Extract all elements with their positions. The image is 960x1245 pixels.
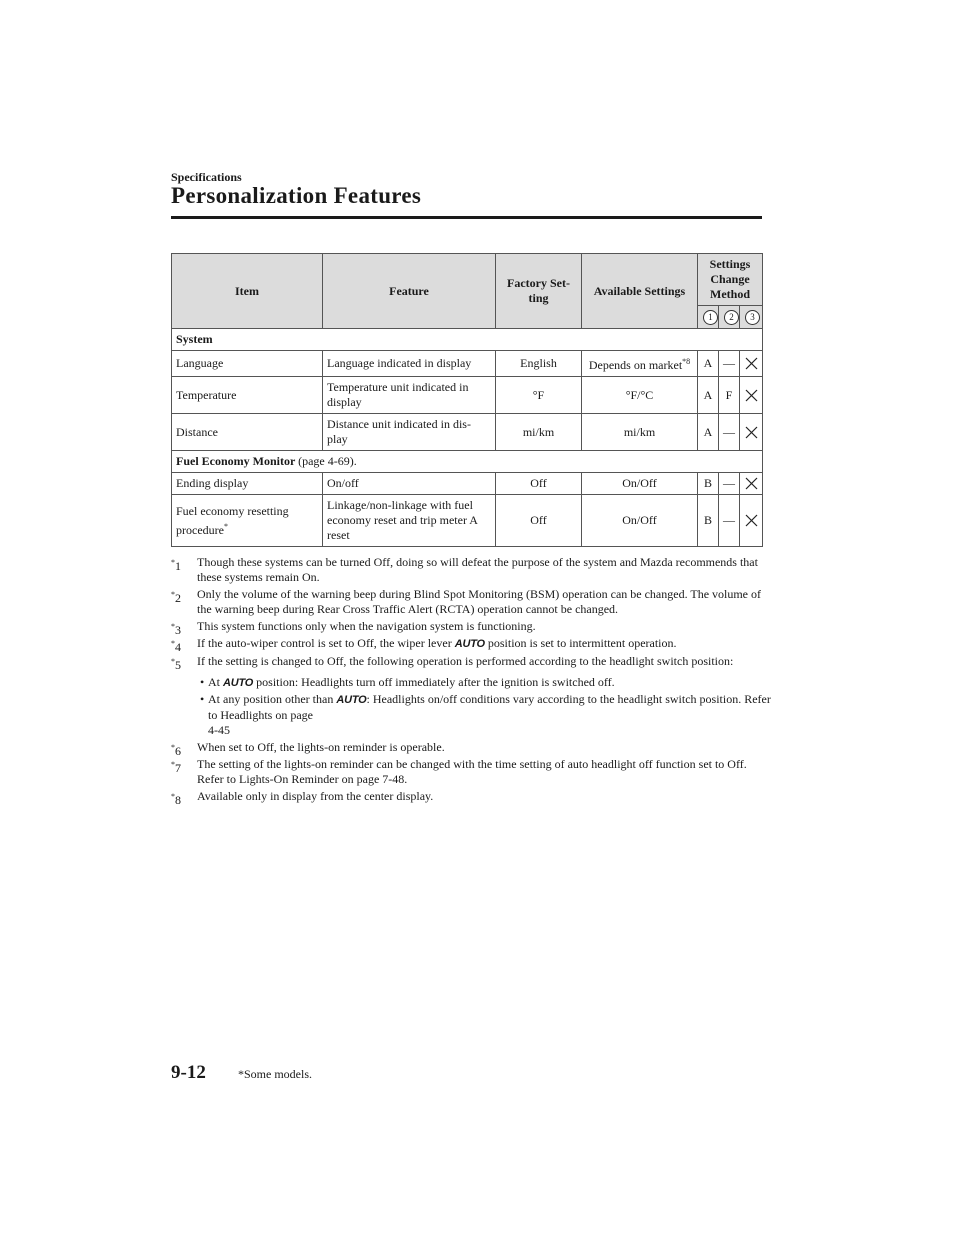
not-available-x-icon (745, 389, 758, 402)
cell-method-2: — (719, 414, 740, 451)
footnotes (171, 555, 771, 806)
footnote-5-bullets (171, 675, 771, 738)
cell-method-1: B (698, 473, 719, 495)
not-available-x-icon (745, 426, 758, 439)
cell-item: Ending display (172, 473, 323, 495)
footnote-text: The setting of the lights-on reminder can be changed with the time setting of auto headlight off function set to Off. (197, 757, 747, 771)
footnote-key: *8 (171, 792, 181, 807)
cell-method-1: A (698, 377, 719, 414)
footnote-text-ref: Refer to Lights-On Reminder on page 7-48. (197, 772, 408, 786)
cell-feature: On/off (323, 473, 496, 495)
cell-method-1: A (698, 351, 719, 377)
cell-item: Language (172, 351, 323, 377)
footnote-ref: *8 (682, 357, 691, 366)
table-row (172, 351, 763, 377)
not-available-x-icon (745, 477, 758, 490)
some-models-legend: *Some models. (238, 1067, 312, 1081)
cell-item (172, 495, 323, 547)
auto-icon: AUTO (454, 638, 485, 650)
footnote-text: If the setting is changed to Off, the following operation is performed according to the headlight switch position: (197, 654, 734, 668)
cell-available: mi/km (582, 414, 698, 451)
footnote-8 (171, 789, 771, 807)
col-header-item: Item (172, 254, 323, 329)
footnote-text: When set to Off, the lights-on reminder is operable. (197, 740, 445, 754)
footnote-key: *3 (171, 622, 181, 637)
section-label: Specifications (171, 170, 242, 184)
footnote-7 (171, 757, 771, 787)
method-2-header (719, 306, 740, 329)
cell-method-2: F (719, 377, 740, 414)
footnote-3 (171, 619, 771, 637)
footnote-key: *4 (171, 639, 181, 654)
cell-method-2: — (719, 495, 740, 547)
footnote-text: Available only in display from the center display. (197, 789, 434, 803)
cell-method-3 (740, 495, 763, 547)
table-row (172, 414, 763, 451)
bullet-text: At (208, 675, 223, 689)
cell-available: On/Off (582, 473, 698, 495)
cell-feature: Linkage/non-linkage with fuel economy reset and trip meter A reset (323, 495, 496, 547)
not-available-x-icon (745, 514, 758, 527)
section-title (172, 451, 763, 473)
not-available-x-icon (745, 357, 758, 370)
cell-factory: Off (496, 473, 582, 495)
footnote-text: This system functions only when the navigation system is functioning. (197, 619, 536, 633)
cell-available: °F/°C (582, 377, 698, 414)
section-row-system (172, 329, 763, 351)
page-title: Personalization Features (171, 183, 422, 208)
cell-feature: Temperature unit indicated in display (323, 377, 496, 414)
footnote-6 (171, 740, 771, 758)
cell-method-3 (740, 414, 763, 451)
footnote-text: position is set to intermittent operation. (484, 636, 677, 650)
footnote-key: *2 (171, 590, 181, 605)
table-header-row (172, 254, 763, 306)
cell-available: On/Off (582, 495, 698, 547)
footnote-text: If the auto-wiper control is set to Off, the wiper lever (197, 636, 455, 650)
cell-method-3 (740, 351, 763, 377)
table-row (172, 495, 763, 547)
col-header-feature: Feature (323, 254, 496, 329)
bullet-text: position: Headlights turn off immediately after the ignition is switched off. (253, 675, 615, 689)
cell-method-1: A (698, 414, 719, 451)
section-row-fuel-economy-monitor (172, 451, 763, 473)
bullet-icon: • (200, 675, 205, 689)
col-header-factory: Factory Set- ting (496, 254, 582, 329)
cell-item: Distance (172, 414, 323, 451)
cell-available (582, 351, 698, 377)
circled-number-2: 2 (724, 310, 739, 325)
footnote-key: *5 (171, 657, 181, 672)
table-row (172, 473, 763, 495)
section-title-text: System (176, 332, 213, 346)
section-title (172, 329, 763, 351)
cell-feature: Distance unit indicated in dis-play (323, 414, 496, 451)
cell-factory: Off (496, 495, 582, 547)
cell-available-text: Depends on market (588, 358, 683, 372)
cell-item-text: Fuel economy resetting procedure (176, 503, 289, 537)
footnote-1 (171, 555, 771, 585)
bullet-item (171, 692, 771, 738)
cell-feature: Language indicated in display (323, 351, 496, 377)
footnote-4 (171, 636, 771, 652)
cell-factory: English (496, 351, 582, 377)
footnote-text: Only the volume of the warning beep during Blind Spot Monitoring (BSM) operation can be changed. The volume of the warning beep during Rear Cross Traffic Alert (RCTA) operation cannot be changed. (197, 587, 762, 616)
bullet-icon: • (200, 692, 205, 706)
bullet-text: : Headlights on/off conditions vary according to the headlight switch position. Refer to Headlights on page (208, 692, 771, 722)
cell-item: Temperature (172, 377, 323, 414)
col-header-available: Available Settings (582, 254, 698, 329)
cell-method-1: B (698, 495, 719, 547)
bullet-text: At any position other than (208, 692, 337, 706)
footnote-2 (171, 587, 771, 617)
cell-factory: mi/km (496, 414, 582, 451)
footnote-5 (171, 654, 771, 672)
circled-number-3: 3 (745, 310, 760, 325)
page-number: 9-12 (171, 1062, 206, 1083)
footnote-key: *6 (171, 743, 181, 758)
auto-icon: AUTO (336, 694, 367, 706)
cell-method-2: — (719, 351, 740, 377)
footnote-ref: * (223, 521, 228, 531)
section-page-ref: (page 4-69). (298, 454, 357, 468)
title-rule (171, 216, 762, 219)
cell-factory: °F (496, 377, 582, 414)
cell-method-3 (740, 473, 763, 495)
circled-number-1: 1 (703, 310, 718, 325)
bullet-item (171, 675, 771, 691)
bullet-page-ref: 4-45 (208, 723, 230, 737)
col-header-method: Settings Change Method (698, 254, 763, 306)
auto-icon: AUTO (223, 677, 254, 689)
footnote-key: *7 (171, 760, 181, 775)
section-title-text: Fuel Economy Monitor (176, 454, 296, 468)
method-3-header (740, 306, 763, 329)
footnote-text: Though these systems can be turned Off, doing so will defeat the purpose of the system and Mazda recommends that these systems remain On. (197, 555, 758, 584)
cell-method-3 (740, 377, 763, 414)
table-row (172, 377, 763, 414)
footnote-key: *1 (171, 558, 181, 573)
personalization-table (171, 253, 763, 547)
method-1-header (698, 306, 719, 329)
cell-method-2: — (719, 473, 740, 495)
